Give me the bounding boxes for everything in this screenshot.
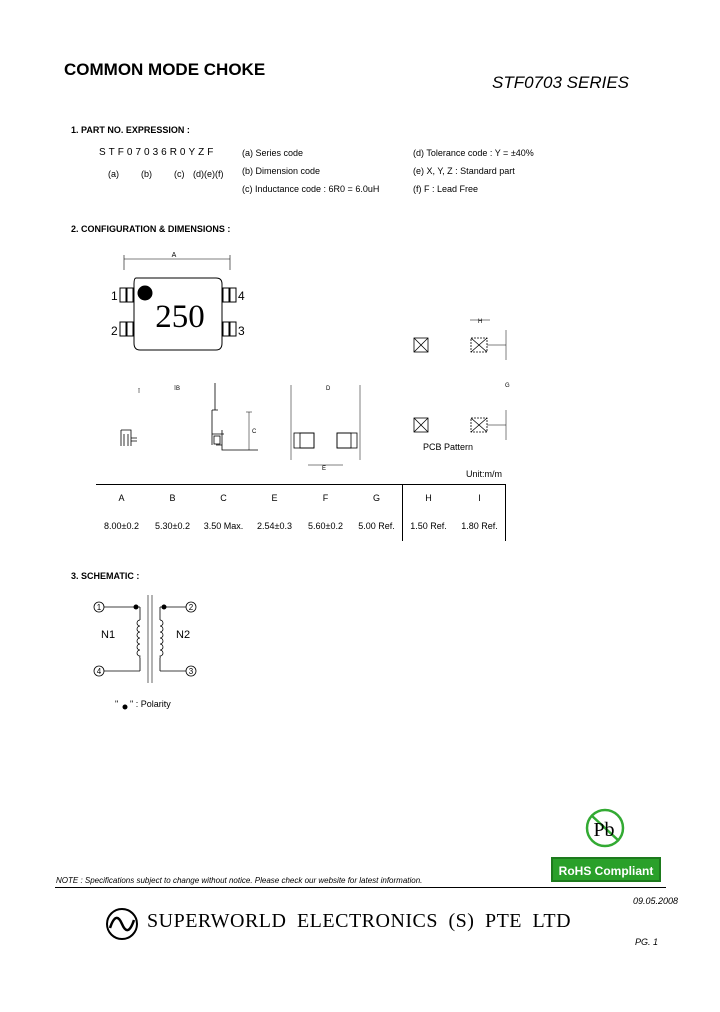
dim-g-label: G [505,383,510,389]
dim-a-label: A [171,252,177,259]
pcb-pattern-drawing [414,320,506,440]
polarity-legend-open: " [115,699,119,709]
polarity-legend-text: " : Polarity [130,699,171,709]
value-f: 5.60±0.2 [308,521,343,531]
marker-def: (d)(e)(f) [193,169,224,179]
value-e: 2.54±0.3 [257,521,292,531]
value-c: 3.50 Max. [203,521,244,531]
header-a: A [118,493,125,503]
part-number-code: STF07036R0YZF [99,147,217,158]
dim-e-label: E [322,466,327,472]
header-i: I [454,485,506,512]
rohs-compliant-badge: RoHS Compliant [551,857,661,882]
legend-e: (e) X, Y, Z : Standard part [413,166,515,176]
dim-h-label: H [478,319,483,325]
document-date: 09.05.2008 [633,896,679,906]
pin-1-label: 1 [111,289,118,303]
schematic-pin-4: 4 [96,667,102,676]
schematic-pin-3: 3 [188,667,194,676]
part-no-heading: 1. PART NO. EXPRESSION : [71,125,190,135]
value-a: 8.00±0.2 [104,521,139,531]
config-heading: 2. CONFIGURATION & DIMENSIONS : [71,224,231,234]
schematic-heading: 3. SCHEMATIC : [71,571,140,581]
header-f: F [322,493,329,503]
marker-a: (a) [108,169,119,179]
legend-d: (d) Tolerance code : Y = ±40% [413,148,534,158]
side-views-drawing [121,383,360,465]
pin-3-label: 3 [238,324,245,338]
company-name: SUPERWORLD ELECTRONICS (S) PTE LTD [147,910,572,932]
marking-250: 250 [155,299,205,335]
series-name: STF0703 SERIES [492,73,630,92]
polarity-dot-n2 [162,605,167,610]
dim-b-label: B [176,386,181,392]
pb-label: Pb [593,819,615,841]
pin-2-label: 2 [111,324,118,338]
pin-4-label: 4 [238,289,245,303]
schematic-pin-1: 1 [96,603,102,612]
coil-n1-label: N1 [101,629,116,641]
legend-c: (c) Inductance code : 6R0 = 6.0uH [242,184,380,194]
dim-c-label: C [252,429,257,435]
polarity-legend-dot [123,705,128,710]
company-logo [107,909,137,939]
dim-d-label: D [326,386,331,392]
dimensions-table [96,484,506,541]
legend-f: (f) F : Lead Free [413,184,479,194]
marker-c: (c) [174,169,185,179]
marker-b: (b) [141,169,152,179]
header-c: C [220,493,227,503]
value-g: 5.00 Ref. [358,521,395,531]
page-number: PG. 1 [635,937,659,947]
header-g: G [372,493,380,503]
legend-b: (b) Dimension code [242,166,321,176]
schematic-pin-2: 2 [188,603,194,612]
value-h: 1.50 Ref. [403,511,455,541]
footer-divider [55,887,666,888]
unit-label: Unit:m/m [466,469,502,479]
legend-a: (a) Series code [242,148,304,158]
pcb-pattern-label: PCB Pattern [423,442,474,452]
document-title: COMMON MODE CHOKE [64,60,266,79]
dim-tick-1: - [138,386,140,392]
value-i: 1.80 Ref. [454,511,506,541]
value-b: 5.30±0.2 [155,521,190,531]
header-h: H [403,485,455,512]
header-e: E [271,493,278,503]
specification-note: NOTE : Specifications subject to change without notice. Please check our website for latest information. [56,876,423,885]
header-b: B [169,493,176,503]
coil-n2-label: N2 [176,629,191,641]
pb-free-icon [587,810,623,846]
polarity-dot-n1 [134,605,139,610]
